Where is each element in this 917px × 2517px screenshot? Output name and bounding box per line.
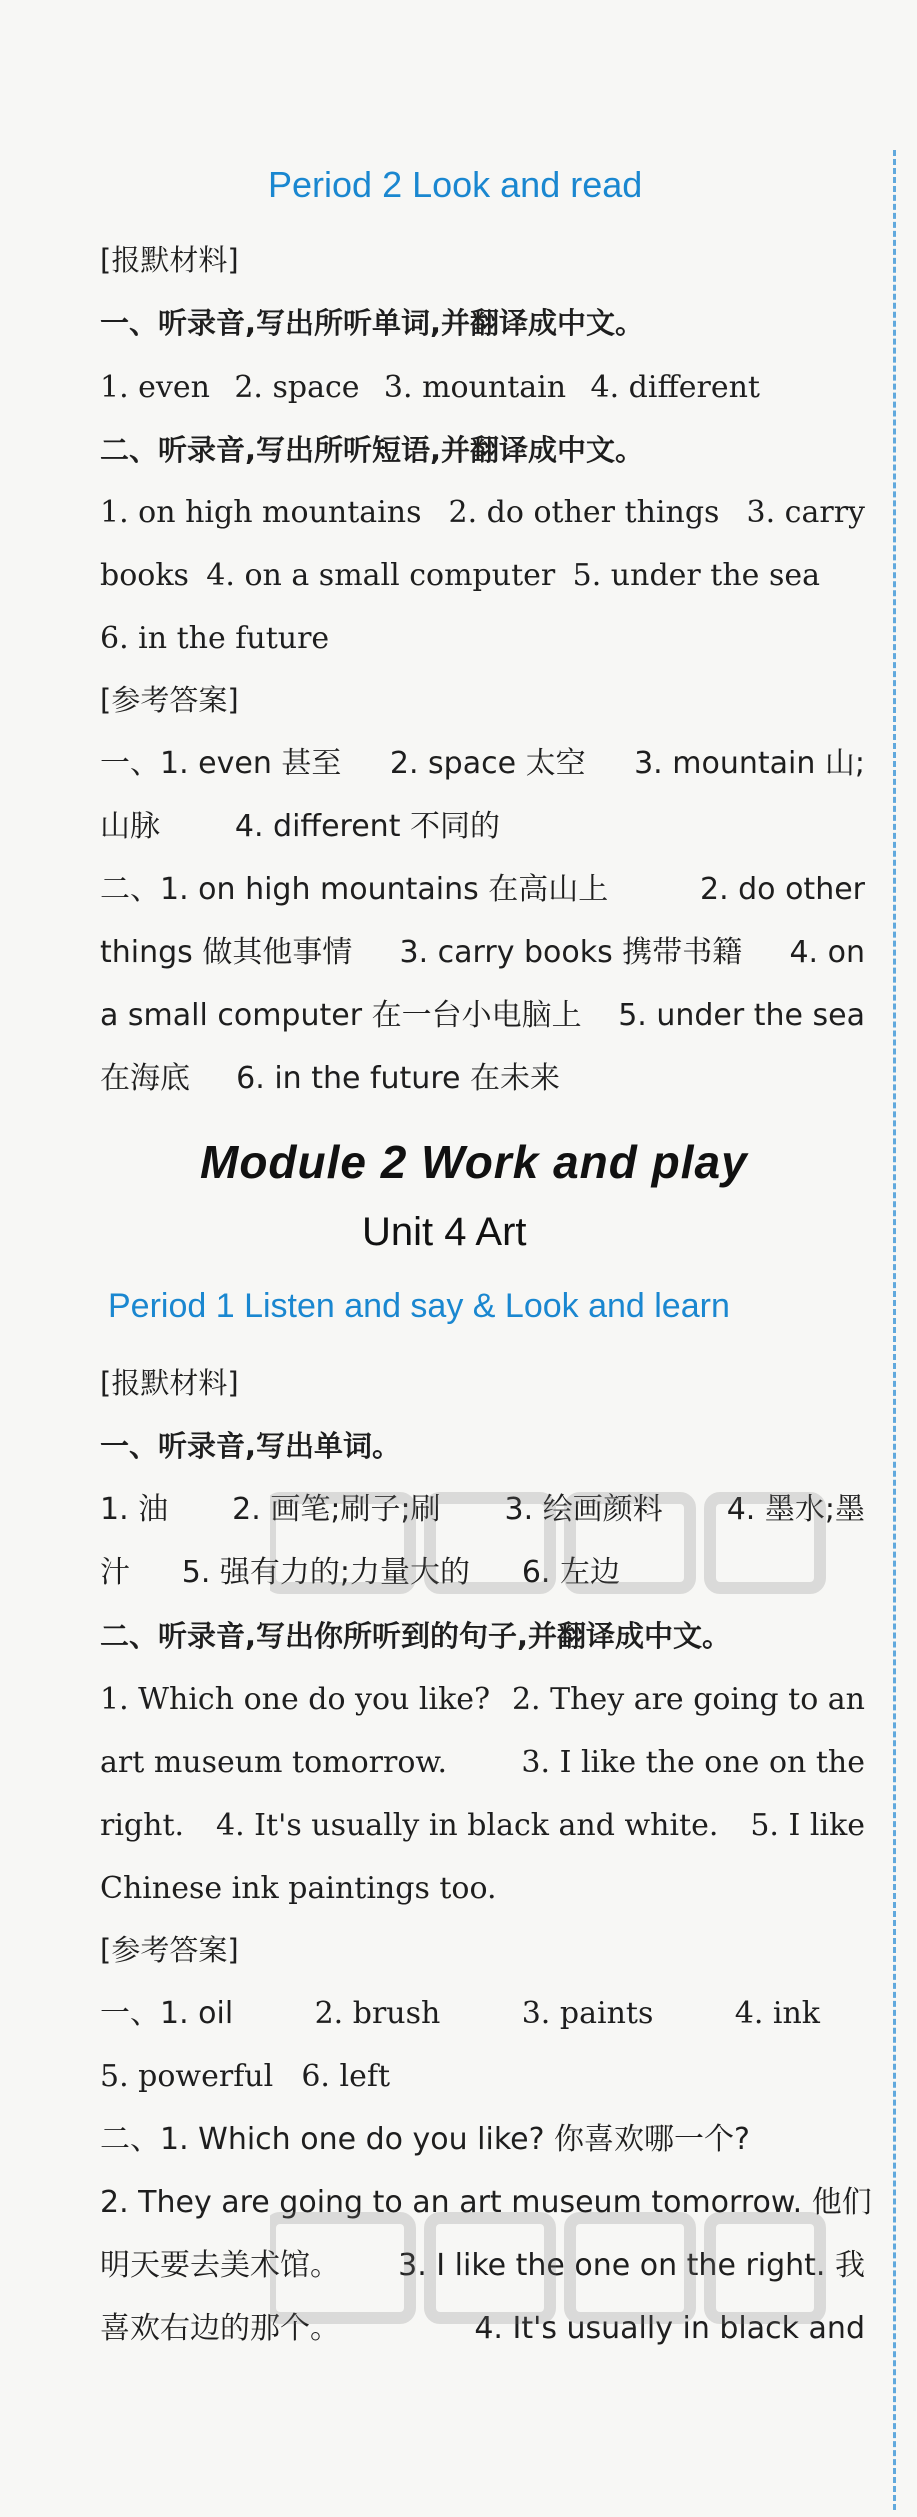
list-item: 2. do other things: [448, 495, 720, 530]
period-title: Period 1 Listen and say & Look and learn: [108, 1287, 730, 1325]
list-item: 5. under the sea: [618, 998, 865, 1033]
answers-header: [参考答案]: [100, 683, 239, 717]
list-item: art museum tomorrow.: [100, 1745, 448, 1780]
text-line: [100, 933, 865, 973]
question-instruction: 二、听录音,写出你所听到的句子,并翻译成中文。: [100, 1619, 732, 1653]
list-item: 2. do other: [699, 872, 865, 907]
word-list: [100, 368, 760, 408]
list-item: 2. They are going to an: [511, 1682, 865, 1717]
unit-title: Unit 4 Art: [362, 1210, 527, 1254]
list-item: 2. brush: [314, 1996, 441, 2031]
list-item: 4. different 不同的: [234, 809, 500, 844]
list-item: things 做其他事情: [100, 935, 353, 970]
list-item: 2. space 太空: [389, 746, 586, 781]
question-instruction: 二、听录音,写出所听短语,并翻译成中文。: [100, 433, 645, 467]
list-item: 在海底: [100, 1061, 190, 1096]
list-item: right.: [100, 1808, 185, 1843]
list-item: 4. It's usually in black and white.: [216, 1808, 719, 1843]
list-item: 5. I like: [750, 1808, 865, 1843]
watermark-graphic: [270, 1480, 830, 1600]
list-item: 一、1. oil: [100, 1996, 234, 2031]
text-line: [100, 807, 500, 847]
text-line: [100, 493, 865, 533]
list-item: 3. paints: [521, 1996, 654, 2031]
list-item: books: [100, 558, 189, 593]
text-line: [100, 1680, 865, 1720]
text-line: [100, 1806, 865, 1846]
list-item: 4. It's usually in black and: [474, 2311, 865, 2346]
list-item: 5. powerful: [100, 2059, 274, 2094]
text-line: [100, 1994, 820, 2034]
list-item: 明天要去美术馆。: [100, 2248, 340, 2283]
list-item: 4. different: [590, 370, 760, 405]
list-item: 4. on: [789, 935, 865, 970]
text-line: [100, 1743, 865, 1783]
list-item: 3. I like the one on the right. 我: [398, 2248, 865, 2283]
text-line: [100, 744, 865, 784]
list-item: 二、1. on high mountains 在高山上: [100, 872, 609, 907]
materials-header: [报默材料]: [100, 1366, 239, 1400]
text-line: [100, 870, 865, 910]
list-item: a small computer 在一台小电脑上: [100, 998, 582, 1033]
list-item: 6. in the future 在未来: [236, 1061, 560, 1096]
list-item: 3. 绘画颜料: [504, 1492, 663, 1527]
list-item: 3. mountain: [383, 370, 567, 405]
watermark-graphic: [270, 2200, 830, 2340]
list-item: 6. left: [301, 2059, 390, 2094]
list-item: 4. ink: [734, 1996, 820, 2031]
list-item: 2. 画笔;刷子;刷: [232, 1492, 441, 1527]
list-item: 3. carry: [746, 495, 865, 530]
text-line: Chinese ink paintings too.: [100, 1871, 497, 1906]
list-item: 一、1. even 甚至: [100, 746, 342, 781]
text-line: [100, 996, 865, 1036]
list-item: 1. 油: [100, 1492, 169, 1527]
list-item: 4. 墨水;墨: [726, 1492, 865, 1527]
period-title: Period 2 Look and read: [268, 164, 643, 205]
module-title: Module 2 Work and play: [200, 1136, 748, 1188]
list-item: 2. space: [234, 370, 360, 405]
margin-divider: [893, 150, 896, 2510]
question-instruction: 一、听录音,写出单词。: [100, 1429, 402, 1463]
list-item: 1. on high mountains: [100, 495, 422, 530]
list-item: 6. 左边: [521, 1555, 620, 1590]
text-line: [100, 2057, 390, 2097]
list-item: 喜欢右边的那个。: [100, 2311, 340, 2346]
answers-header: [参考答案]: [100, 1933, 239, 1967]
list-item: 3. mountain 山;: [634, 746, 865, 781]
list-item: 1. even: [100, 370, 210, 405]
list-item: 3. carry books 携带书籍: [399, 935, 743, 970]
list-item: 5. 强有力的;力量大的: [181, 1555, 471, 1590]
list-item: 汁: [100, 1555, 130, 1590]
text-line: 6. in the future: [100, 621, 330, 656]
text-line: [100, 556, 820, 596]
list-item: 4. on a small computer: [206, 558, 556, 593]
materials-header: [报默材料]: [100, 243, 239, 277]
text-line: 二、1. Which one do you like? 你喜欢哪一个?: [100, 2122, 750, 2157]
list-item: 1. Which one do you like?: [100, 1682, 491, 1717]
text-line: 2. They are going to an art museum tomorrow. 他们: [100, 2185, 872, 2220]
list-item: 3. I like the one on the: [521, 1745, 865, 1780]
list-item: 5. under the sea: [572, 558, 820, 593]
question-instruction: 一、听录音,写出所听单词,并翻译成中文。: [100, 306, 645, 340]
text-line: [100, 1059, 560, 1099]
list-item: 山脉: [100, 809, 160, 844]
